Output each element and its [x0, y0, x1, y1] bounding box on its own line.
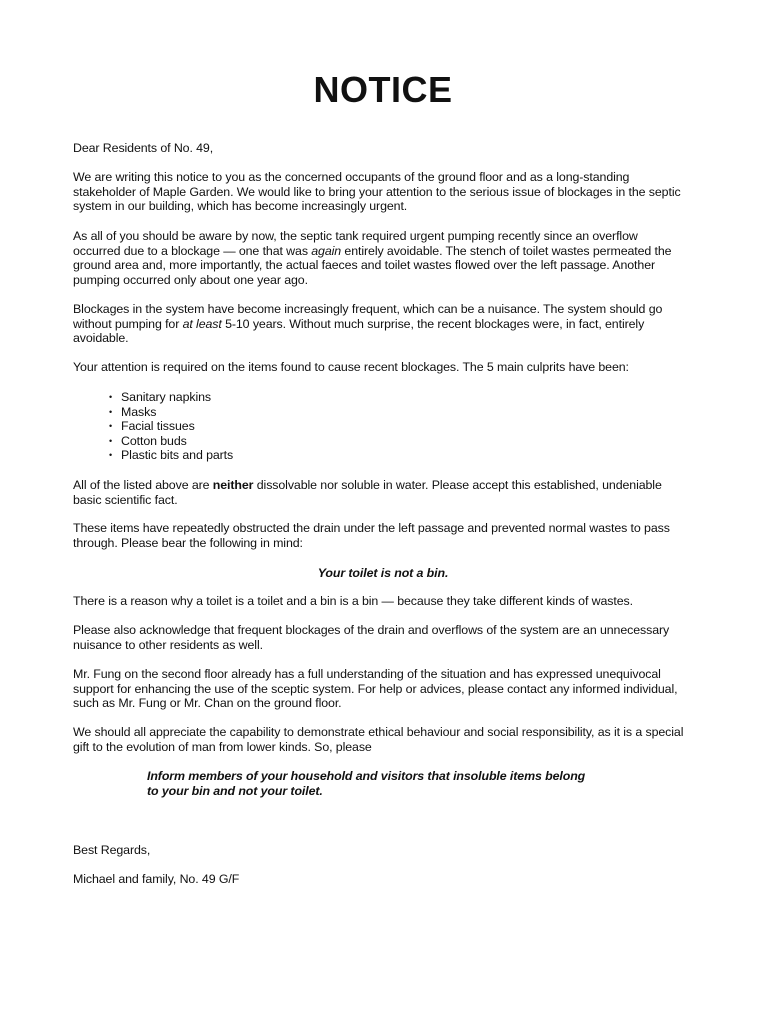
paragraph-insoluble: [73, 478, 685, 507]
paragraph-frequency-part1: Blockages in the system have become increasingly frequent, which can be a nuisance. The system should go without pumping for: [73, 302, 663, 331]
paragraph-frequency-emphasis: at least: [182, 316, 222, 331]
paragraph-obstruction: These items have repeatedly obstructed the drain under the left passage and prevented normal wastes to pass through. Please bear the following in mind:: [73, 521, 670, 550]
list-item: • Sanitary napkins: [109, 390, 212, 404]
paragraph-toilet-vs-bin: There is a reason why a toilet is a toilet and a bin is a bin — because they take different kinds of wastes.: [73, 594, 633, 608]
paragraph-contacts: Mr. Fung on the second floor already has a full understanding of the situation and has expressed unequivocal support for enhancing the use of the sceptic system. For help or advices, please contact any informed individual, such as Mr. Fung or Mr. Chan on the ground floor.: [73, 667, 678, 711]
paragraph-overflow-part1: As all of you should be aware by now, the septic tank required urgent pumping recently since an overflow occurred due to a blockage — one that was: [73, 229, 638, 258]
paragraph-overflow-emphasis: again: [311, 243, 342, 258]
emphasis-not-a-bin: Your toilet is not a bin.: [317, 566, 449, 580]
paragraph-frequency-part2: 5-10 years. Without much surprise, the recent blockages were, in fact, entirely avoidable.: [73, 316, 645, 346]
closing: Best Regards,: [73, 843, 151, 857]
paragraph-culprits-intro: Your attention is required on the items found to cause recent blockages. The 5 main culprits have been:: [73, 360, 629, 374]
paragraph-nuisance: Please also acknowledge that frequent blockages of the drain and overflows of the system are an unnecessary nuisance to other residents as well.: [73, 623, 670, 652]
paragraph-overflow-part2: entirely avoidable. The stench of toilet wastes permeated the ground area and, more importantly, the actual faeces and toilet wastes flowed over the left passage. Another pumping occurred only about one year ago.: [73, 243, 672, 287]
bullet-icon: •: [109, 421, 113, 432]
paragraph-insoluble-part1: All of the listed above are: [73, 478, 213, 492]
emphasis-instruction-line2: to your bin and not your toilet.: [147, 783, 323, 798]
paragraph-frequency: [73, 302, 685, 346]
bullet-icon: •: [109, 450, 113, 461]
paragraph-intro: We are writing this notice to you as the concerned occupants of the ground floor and as a long-standing stakeholder of Maple Garden. We would like to bring your attention to the serious issue of blockages in the septic system in our building, which has become increasingly urgent.: [73, 170, 681, 214]
emphasis-instruction: [147, 769, 667, 798]
list-item: • Cotton buds: [109, 433, 187, 448]
salutation: Dear Residents of No. 49,: [73, 141, 214, 155]
signature: Michael and family, No. 49 G/F: [73, 872, 240, 886]
list-item: • Masks: [109, 404, 157, 419]
bullet-icon: •: [109, 392, 113, 402]
list-item: • Plastic bits and parts: [109, 448, 234, 463]
paragraph-insoluble-part2: dissolvable nor soluble in water. Please accept this established, undeniable basic scientific fact.: [73, 478, 662, 507]
bullet-icon: •: [109, 406, 113, 417]
paragraph-insoluble-strong: neither: [212, 478, 254, 492]
paragraph-appeal: We should all appreciate the capability to demonstrate ethical behaviour and social responsibility, as it is a special gift to the evolution of man from lower kinds. So, please: [73, 725, 684, 754]
list-item: • Facial tissues: [109, 419, 195, 434]
bullet-icon: •: [109, 435, 113, 446]
emphasis-instruction-line1: Inform members of your household and visitors that insoluble items belong: [147, 769, 586, 783]
paragraph-overflow: [73, 229, 685, 287]
notice-title: NOTICE: [313, 69, 453, 110]
culprits-list: [73, 390, 233, 463]
